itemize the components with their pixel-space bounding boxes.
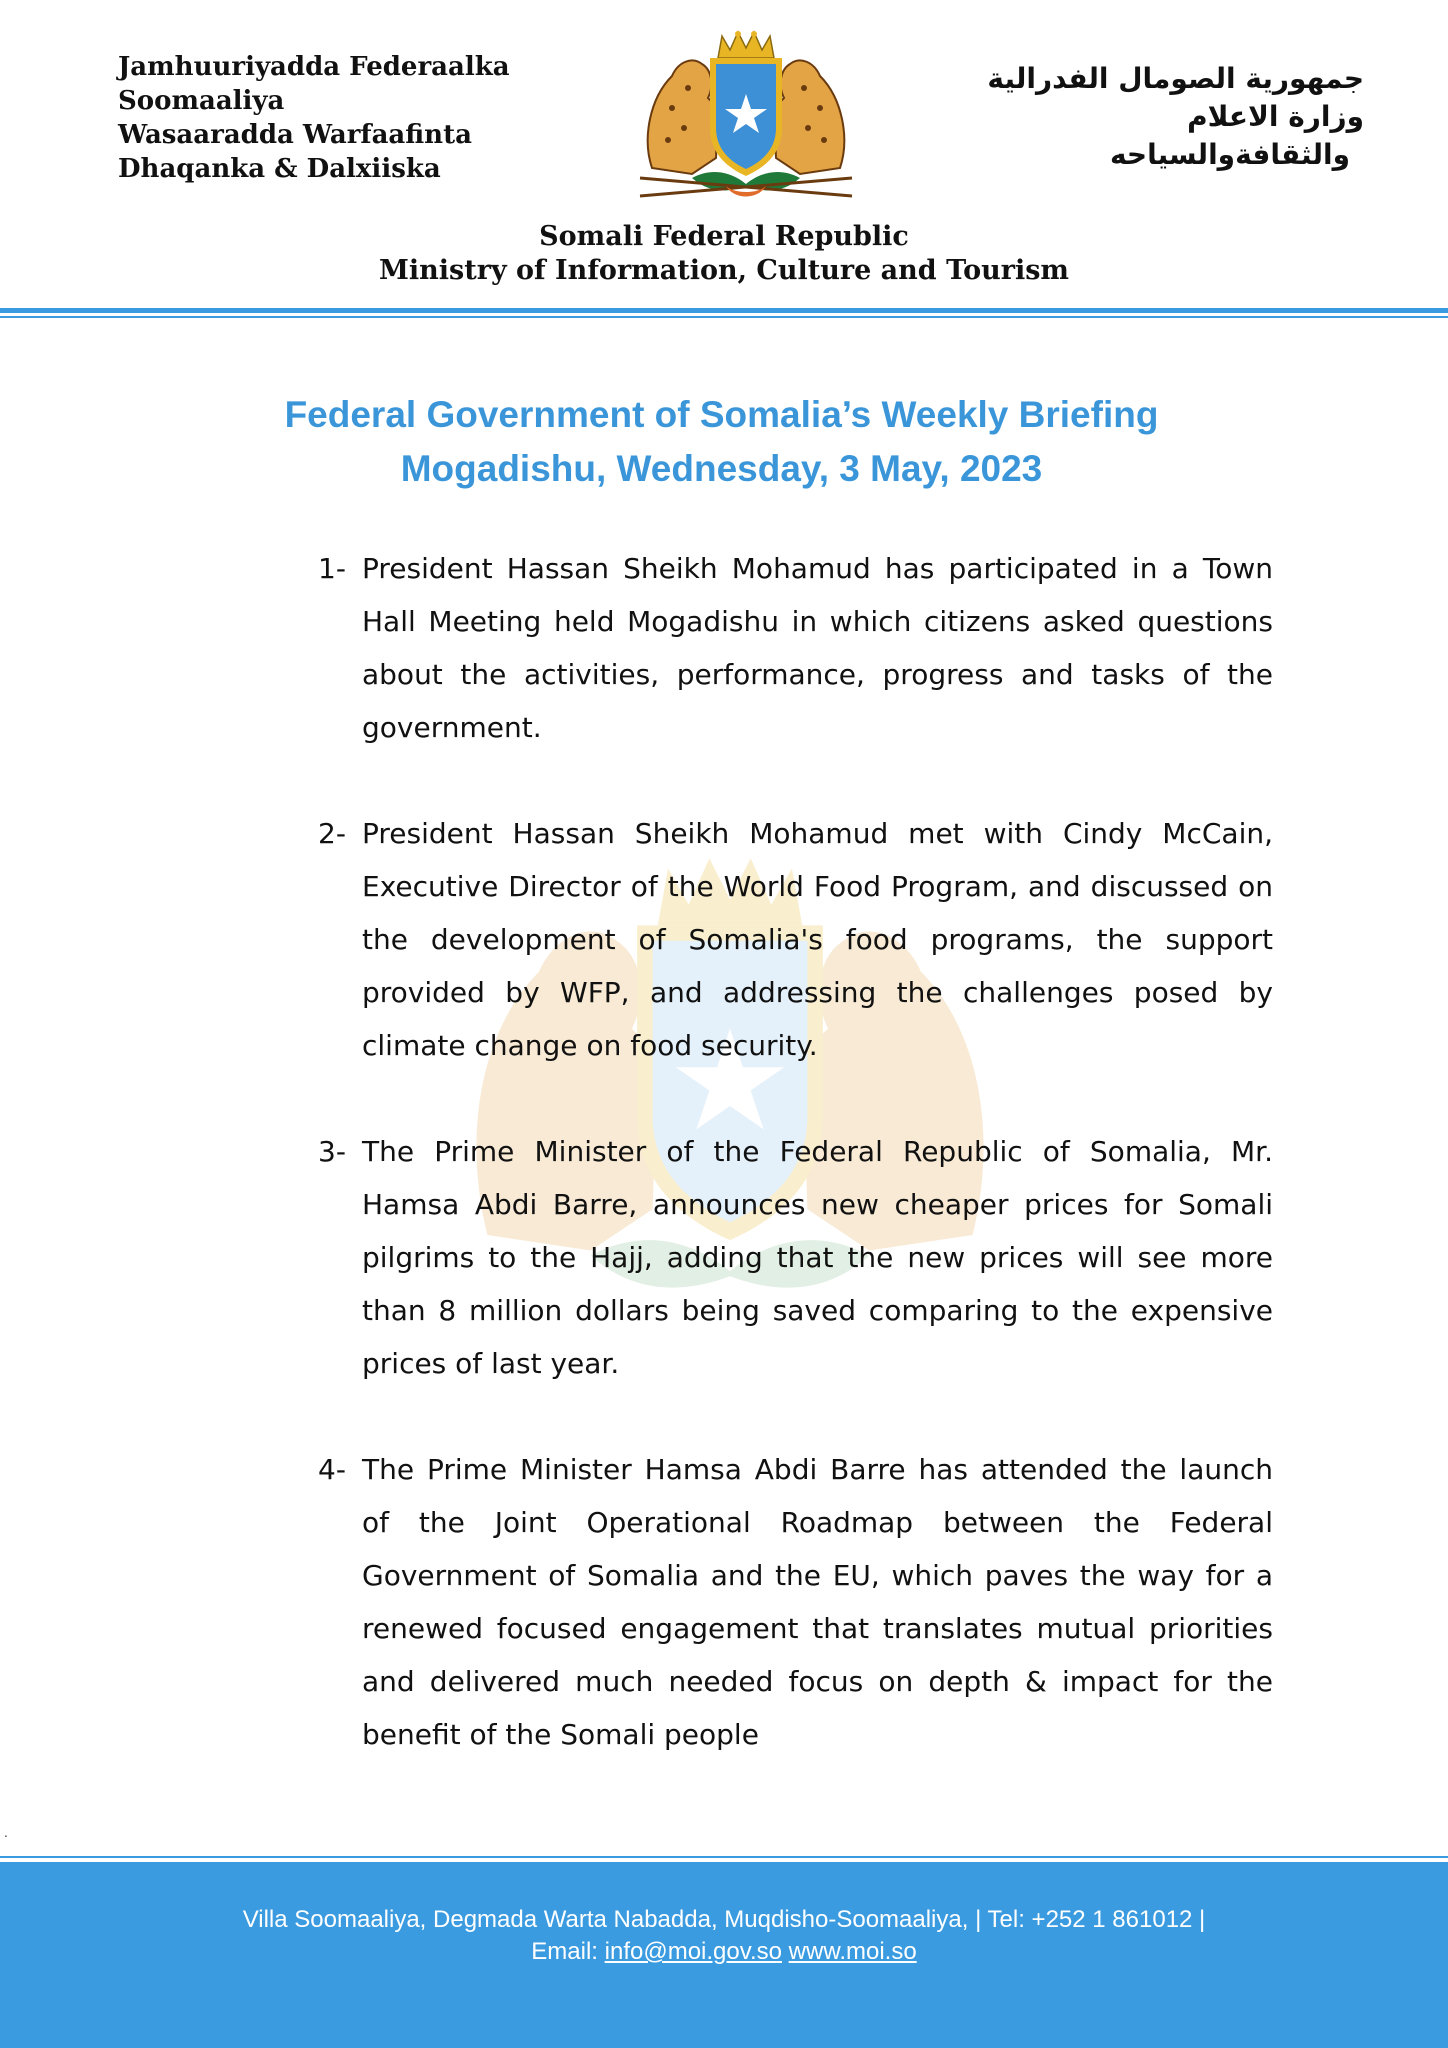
header-somali-text <box>118 50 510 186</box>
header-arabic-text <box>924 60 1364 174</box>
list-item-text: President Hassan Sheikh Mohamud has participated in a Town Hall Meeting held Mogadishu in which citizens asked questions about the activities, performance, progress and tasks of the government. <box>362 552 1273 744</box>
list-item <box>318 1125 1273 1390</box>
list-item-number: 3- <box>318 1135 346 1168</box>
header-divider <box>0 308 1448 313</box>
header-left-line: Dhaqanka & Dalxiiska <box>118 154 441 184</box>
list-item-number: 1- <box>318 552 346 585</box>
list-item-text: The Prime Minister Hamsa Abdi Barre has attended the launch of the Joint Operational Roadmap between the Federal Government of Somalia and the EU, which paves the way for a renewed focused engagement that translates mutual priorities and delivered much needed focus on depth & impact for the benefit of the Somali people <box>362 1453 1273 1751</box>
list-item <box>318 542 1273 754</box>
header-right-line: وزارة الاعلام <box>1187 100 1364 133</box>
header-right-line: جمهورية الصومال الفدرالية <box>987 62 1364 95</box>
stray-mark: . <box>4 1826 8 1840</box>
title-line: Federal Government of Somalia’s Weekly Briefing <box>284 394 1159 435</box>
list-item-text: The Prime Minister of the Federal Republic of Somalia, Mr. Hamsa Abdi Barre, announces new cheaper prices for Somali pilgrims to the Hajj, adding that the new prices will see more than 8 million dollars being saved comparing to the expensive prices of last year. <box>362 1135 1273 1380</box>
list-item-number: 4- <box>318 1453 346 1486</box>
header-left-line: Soomaaliya <box>118 86 285 116</box>
website-link[interactable]: www.moi.so <box>788 1938 917 1965</box>
footer <box>0 1862 1448 2048</box>
header-left-line: Jamhuuriyadda Federaalka <box>118 52 510 82</box>
email-label: Email: <box>531 1938 598 1965</box>
email-link[interactable]: info@moi.gov.so <box>604 1938 782 1965</box>
ministry-name: Ministry of Information, Culture and Tourism <box>379 255 1069 286</box>
list-item <box>318 807 1273 1072</box>
somalia-coat-of-arms-icon <box>622 28 870 204</box>
header-divider-thin <box>0 316 1448 318</box>
list-item-number: 2- <box>318 817 346 850</box>
header-left-line: Wasaaradda Warfaafinta <box>118 120 472 150</box>
footer-address: Villa Soomaaliya, Degmada Warta Nabadda, Muqdisho-Soomaaliya, | Tel: +252 1 861012 | <box>242 1906 1206 1933</box>
title-date: Mogadishu, Wednesday, 3 May, 2023 <box>400 448 1043 489</box>
header-right-line: والثقافةوالسياحه <box>1109 138 1350 171</box>
footer-divider <box>0 1856 1448 1858</box>
footer-contact <box>0 1936 1448 1968</box>
header-english-text <box>0 220 1448 288</box>
briefing-list <box>318 542 1273 1814</box>
list-item <box>318 1443 1273 1761</box>
list-item-text: President Hassan Sheikh Mohamud met with Cindy McCain, Executive Director of the World Food Program, and discussed on the development of Somalia's food programs, the support provided by WFP, and addressing the challenges posed by climate change on food security. <box>362 817 1273 1062</box>
briefing-title <box>0 388 1448 496</box>
republic-name: Somali Federal Republic <box>539 221 909 252</box>
